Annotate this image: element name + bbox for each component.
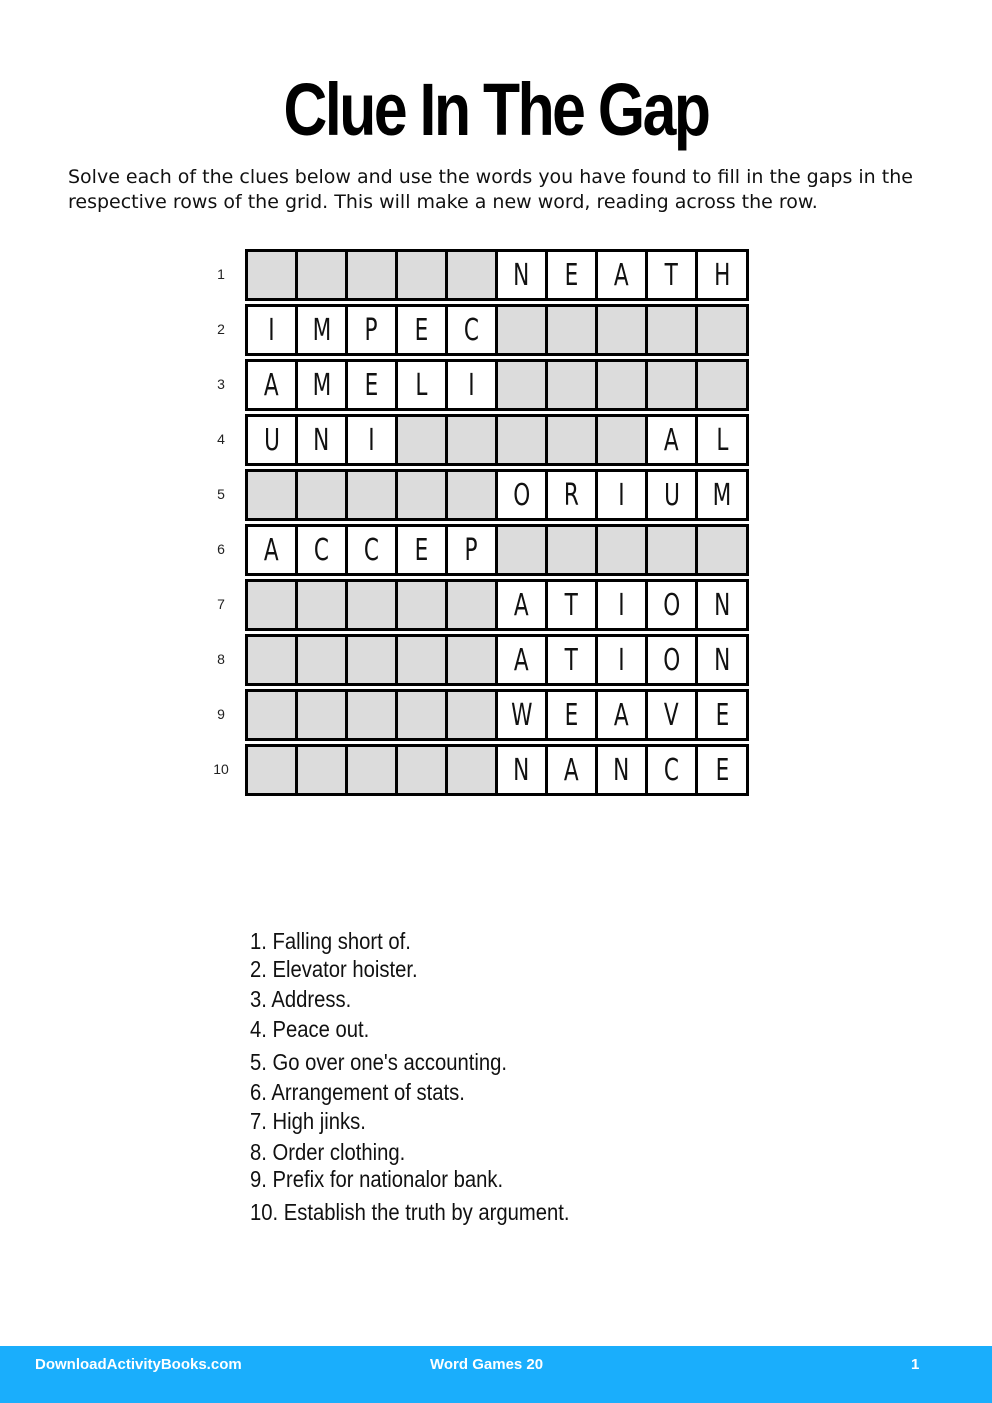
grid-row xyxy=(206,304,751,354)
row-number: 10 xyxy=(213,761,229,777)
gap-cell[interactable] xyxy=(448,747,495,793)
letter-cell xyxy=(598,747,645,793)
cell-letter: E xyxy=(715,697,729,733)
gap-cell[interactable] xyxy=(348,472,395,518)
row-number: 2 xyxy=(217,321,225,337)
gap-cell[interactable] xyxy=(248,747,295,793)
cell-letter: M xyxy=(312,367,331,403)
cell-letter: C xyxy=(463,312,480,348)
gap-cell[interactable] xyxy=(648,362,695,408)
gap-cell[interactable] xyxy=(248,252,295,298)
letter-cell xyxy=(348,362,395,408)
letter-cell xyxy=(648,252,695,298)
letter-cell xyxy=(548,637,595,683)
cell-letter: E xyxy=(564,257,579,293)
gap-cell[interactable] xyxy=(448,472,495,518)
cell-letter: A xyxy=(264,532,279,568)
row-cells xyxy=(245,414,749,466)
gap-cell[interactable] xyxy=(298,582,345,628)
letter-cell xyxy=(598,637,645,683)
cell-letter: P xyxy=(364,312,379,348)
gap-cell[interactable] xyxy=(598,362,645,408)
cell-letter: N xyxy=(713,587,731,623)
cell-letter: I xyxy=(618,587,625,623)
letter-cell xyxy=(598,692,645,738)
cell-letter: A xyxy=(264,367,279,403)
clue-item: 6. Arrangement of stats. xyxy=(250,1079,465,1105)
gap-cell[interactable] xyxy=(398,417,445,463)
cell-letter: C xyxy=(663,752,680,788)
gap-cell[interactable] xyxy=(298,472,345,518)
row-number: 5 xyxy=(217,486,225,502)
instructions-text: Solve each of the clues below and use the words you have found to fill in the gaps in the respective rows of the grid. This will make a new word, reading across the row. xyxy=(68,166,913,213)
cell-letter: N xyxy=(513,752,530,788)
letter-cell xyxy=(648,637,695,683)
cell-letter: N xyxy=(613,752,630,788)
letter-cell xyxy=(698,637,746,683)
gap-cell[interactable] xyxy=(248,637,295,683)
row-number: 1 xyxy=(217,266,225,282)
gap-cell[interactable] xyxy=(598,307,645,353)
row-cells xyxy=(245,634,749,686)
row-cells xyxy=(245,249,749,301)
gap-cell[interactable] xyxy=(398,747,445,793)
cell-letter: A xyxy=(664,422,679,458)
letter-cell xyxy=(698,252,746,298)
grid-row xyxy=(206,744,751,794)
gap-cell[interactable] xyxy=(698,527,746,573)
cell-letter: O xyxy=(662,587,681,623)
gap-cell[interactable] xyxy=(348,252,395,298)
gap-cell[interactable] xyxy=(298,692,345,738)
cell-letter: R xyxy=(563,477,580,513)
letter-cell xyxy=(348,307,395,353)
cell-letter: I xyxy=(468,367,475,403)
gap-cell[interactable] xyxy=(348,637,395,683)
cell-letter: T xyxy=(664,257,679,293)
gap-cell[interactable] xyxy=(448,252,495,298)
gap-cell[interactable] xyxy=(298,747,345,793)
grid-row xyxy=(206,359,751,409)
letter-cell xyxy=(398,307,445,353)
letter-cell xyxy=(498,747,545,793)
cell-letter: U xyxy=(663,477,680,513)
row-cells xyxy=(245,579,749,631)
grid-row xyxy=(206,689,751,739)
gap-cell[interactable] xyxy=(548,417,595,463)
letter-cell xyxy=(298,417,345,463)
row-cells xyxy=(245,469,749,521)
letter-cell xyxy=(498,582,545,628)
footer-site-link[interactable]: DownloadActivityBooks.com xyxy=(35,1356,242,1373)
gap-cell[interactable] xyxy=(448,417,495,463)
cell-letter: O xyxy=(662,642,681,678)
letter-cell xyxy=(598,252,645,298)
cell-letter: A xyxy=(514,587,529,623)
row-cells xyxy=(245,689,749,741)
cell-letter: W xyxy=(510,697,533,733)
gap-cell[interactable] xyxy=(648,307,695,353)
cell-letter: E xyxy=(564,697,579,733)
grid-row xyxy=(206,634,751,684)
letter-cell xyxy=(348,527,395,573)
gap-cell[interactable] xyxy=(298,637,345,683)
letter-cell xyxy=(248,417,295,463)
cell-letter: M xyxy=(712,477,732,513)
letter-cell xyxy=(598,472,645,518)
gap-cell[interactable] xyxy=(248,582,295,628)
cell-letter: M xyxy=(312,312,331,348)
letter-cell xyxy=(498,692,545,738)
row-number: 7 xyxy=(217,596,225,612)
letter-cell xyxy=(248,307,295,353)
grid-row xyxy=(206,414,751,464)
letter-cell xyxy=(298,527,345,573)
gap-cell[interactable] xyxy=(498,362,545,408)
letter-cell xyxy=(298,362,345,408)
letter-cell xyxy=(698,417,746,463)
row-number: 4 xyxy=(217,431,225,447)
letter-cell xyxy=(548,252,595,298)
cell-letter: T xyxy=(564,642,579,678)
letter-cell xyxy=(548,582,595,628)
row-number: 6 xyxy=(217,541,225,557)
row-number: 8 xyxy=(217,651,225,667)
cell-letter: N xyxy=(313,422,330,458)
gap-cell[interactable] xyxy=(398,637,445,683)
grid-row xyxy=(206,579,751,629)
cell-letter: L xyxy=(415,367,428,403)
row-number: 3 xyxy=(217,376,225,392)
clue-item: 7. High jinks. xyxy=(250,1108,366,1134)
row-cells xyxy=(245,304,749,356)
gap-cell[interactable] xyxy=(448,637,495,683)
clue-item: 9. Prefix for nationalor bank. xyxy=(250,1166,504,1192)
gap-cell[interactable] xyxy=(248,472,295,518)
row-cells xyxy=(245,744,749,796)
clue-item: 2. Elevator hoister. xyxy=(250,956,418,982)
letter-cell xyxy=(248,362,295,408)
letter-cell xyxy=(698,747,746,793)
gap-cell[interactable] xyxy=(348,582,395,628)
letter-cell xyxy=(648,692,695,738)
cell-letter: C xyxy=(363,532,380,568)
cell-letter: V xyxy=(664,697,679,733)
gap-cell[interactable] xyxy=(248,692,295,738)
gap-cell[interactable] xyxy=(498,417,545,463)
letter-cell xyxy=(498,252,545,298)
cell-letter: H xyxy=(713,257,731,293)
cell-letter: U xyxy=(263,422,280,458)
letter-cell xyxy=(248,527,295,573)
footer-page-number: 1 xyxy=(911,1356,920,1373)
letter-cell xyxy=(448,362,495,408)
letter-cell xyxy=(448,527,495,573)
gap-cell[interactable] xyxy=(598,527,645,573)
gap-cell[interactable] xyxy=(348,747,395,793)
cell-letter: A xyxy=(614,697,629,733)
gap-cell[interactable] xyxy=(548,362,595,408)
gap-cell[interactable] xyxy=(698,307,746,353)
letter-cell xyxy=(548,747,595,793)
cell-letter: A xyxy=(564,752,579,788)
cell-letter: I xyxy=(618,642,625,678)
cell-letter: P xyxy=(464,532,479,568)
row-cells xyxy=(245,524,749,576)
letter-cell xyxy=(648,417,695,463)
cell-letter: I xyxy=(268,312,275,348)
letter-cell xyxy=(698,472,746,518)
grid-row xyxy=(206,469,751,519)
clue-item: 3. Address. xyxy=(250,986,352,1012)
cell-letter: L xyxy=(715,422,729,458)
clue-item: 1. Falling short of. xyxy=(250,928,411,954)
cell-letter: E xyxy=(715,752,729,788)
cell-letter: I xyxy=(618,477,625,513)
row-cells xyxy=(245,359,749,411)
letter-cell xyxy=(298,307,345,353)
gap-cell[interactable] xyxy=(398,582,445,628)
clue-item: 10. Establish the truth by argument. xyxy=(250,1199,570,1225)
gap-cell[interactable] xyxy=(498,307,545,353)
gap-cell[interactable] xyxy=(498,527,545,573)
letter-cell xyxy=(648,582,695,628)
cell-letter: A xyxy=(514,642,529,678)
cell-letter: O xyxy=(512,477,531,513)
letter-cell xyxy=(398,527,445,573)
gap-cell[interactable] xyxy=(698,362,746,408)
letter-cell xyxy=(698,692,746,738)
letter-cell xyxy=(498,472,545,518)
letter-cell xyxy=(698,582,746,628)
letter-cell xyxy=(448,307,495,353)
gap-cell[interactable] xyxy=(648,527,695,573)
page-title: Clue In The Gap xyxy=(283,68,709,151)
cell-letter: E xyxy=(364,367,379,403)
cell-letter: C xyxy=(313,532,330,568)
gap-cell[interactable] xyxy=(298,252,345,298)
letter-cell xyxy=(398,362,445,408)
gap-cell[interactable] xyxy=(398,692,445,738)
row-number: 9 xyxy=(217,706,225,722)
letter-cell xyxy=(348,417,395,463)
footer-book-title: Word Games 20 xyxy=(430,1356,544,1373)
grid-row xyxy=(206,249,751,299)
cell-letter: N xyxy=(513,257,530,293)
gap-cell[interactable] xyxy=(548,307,595,353)
letter-cell xyxy=(548,692,595,738)
clue-item: 4. Peace out. xyxy=(250,1016,370,1042)
grid-row xyxy=(206,524,751,574)
cell-letter: A xyxy=(614,257,629,293)
gap-cell[interactable] xyxy=(448,692,495,738)
cell-letter: E xyxy=(414,312,429,348)
gap-cell[interactable] xyxy=(448,582,495,628)
gap-cell[interactable] xyxy=(398,252,445,298)
gap-cell[interactable] xyxy=(398,472,445,518)
cell-letter: T xyxy=(564,587,579,623)
gap-cell[interactable] xyxy=(548,527,595,573)
gap-cell[interactable] xyxy=(598,417,645,463)
letter-cell xyxy=(648,472,695,518)
letter-cell xyxy=(548,472,595,518)
letter-cell xyxy=(648,747,695,793)
letter-cell xyxy=(598,582,645,628)
cell-letter: I xyxy=(368,422,375,458)
gap-cell[interactable] xyxy=(348,692,395,738)
cell-letter: E xyxy=(414,532,429,568)
footer-bar xyxy=(0,1346,992,1403)
letter-cell xyxy=(498,637,545,683)
cell-letter: N xyxy=(713,642,731,678)
clue-item: 8. Order clothing. xyxy=(250,1139,406,1165)
clue-item: 5. Go over one's accounting. xyxy=(250,1049,508,1075)
